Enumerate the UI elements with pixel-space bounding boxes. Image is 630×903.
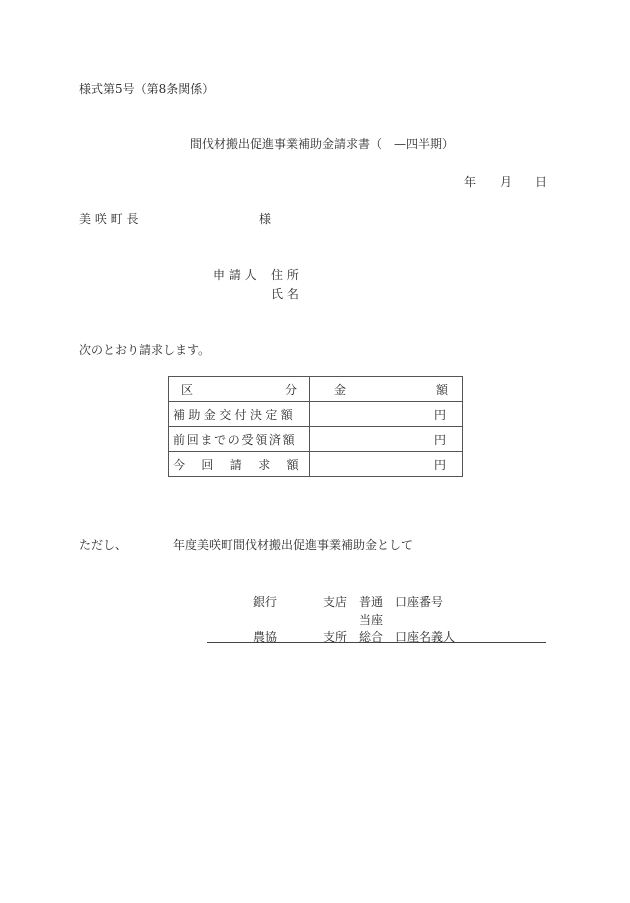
date-month: 月 — [500, 175, 513, 189]
form-number: 様式第5号（第8条関係） — [79, 82, 215, 96]
addressee-name: 美 咲 町 長 — [79, 212, 139, 226]
amount-cell[interactable] — [310, 452, 463, 477]
document-title: 間伐材搬出促進事業補助金請求書（ —四半期） — [190, 137, 455, 151]
general-label: 総合 — [359, 630, 384, 644]
table-row — [169, 427, 463, 452]
account-number-label: 口座番号 — [395, 595, 444, 609]
coop-branch-label: 支所 — [323, 630, 348, 644]
header-category: 区 分 — [169, 377, 310, 402]
addressee-honorific: 様 — [259, 212, 272, 226]
request-amount-table — [168, 376, 463, 477]
account-holder-label: 口座名義人 — [395, 630, 456, 644]
coop-label: 農協 — [253, 630, 278, 644]
row-label: 補助金交付決定額 — [169, 402, 310, 427]
current-label: 当座 — [359, 613, 384, 627]
name-label: 氏 名 — [271, 287, 299, 301]
unit-yen: 円 — [433, 432, 446, 447]
proviso-prefix: ただし、 — [79, 538, 128, 552]
amount-cell[interactable] — [310, 402, 463, 427]
ordinary-label: 普通 — [359, 595, 384, 609]
date-day: 日 — [535, 175, 548, 189]
row-label: 前回までの受領済額 — [169, 427, 310, 452]
signature-underline — [207, 642, 546, 643]
row-label: 今 回 請 求 額 — [169, 452, 310, 477]
intro-text: 次のとおり請求します。 — [79, 343, 211, 357]
table-row — [169, 402, 463, 427]
address-label: 住 所 — [271, 268, 299, 282]
unit-yen: 円 — [433, 457, 446, 472]
header-amount: 金 額 — [310, 377, 463, 402]
date-year: 年 — [464, 175, 477, 189]
branch-label: 支店 — [323, 595, 348, 609]
table-row — [169, 452, 463, 477]
applicant-label: 申 請 人 — [213, 268, 257, 282]
proviso-text: 年度美咲町間伐材搬出促進事業補助金として — [173, 538, 414, 552]
unit-yen: 円 — [433, 407, 446, 422]
bank-label: 銀行 — [253, 595, 278, 609]
table-header-row — [169, 377, 463, 402]
amount-cell[interactable] — [310, 427, 463, 452]
